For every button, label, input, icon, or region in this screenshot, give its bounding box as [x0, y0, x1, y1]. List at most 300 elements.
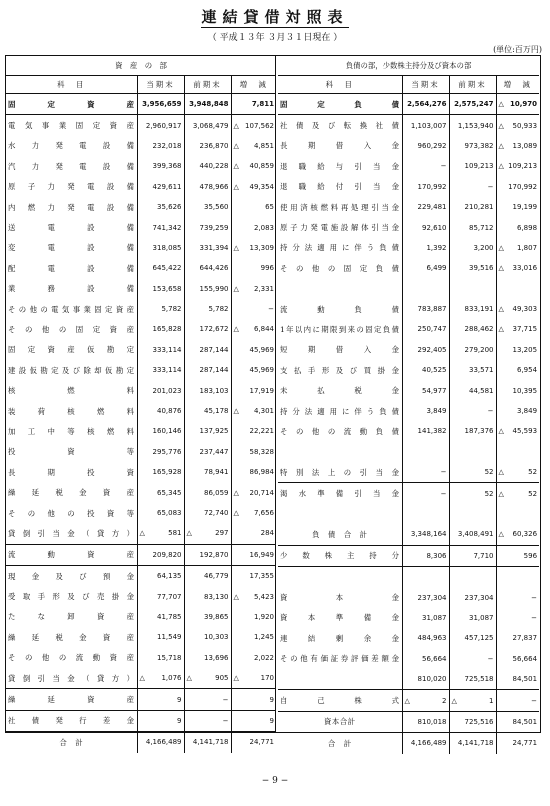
table-row: [278, 340, 539, 360]
row-label: [278, 504, 402, 524]
value-change-text: 49,354: [249, 182, 274, 191]
value-change: [231, 299, 276, 319]
document-subtitle: （ 平成１３年 ３月３１日現在 ）: [207, 33, 343, 43]
value-change-text: 84,501: [512, 675, 538, 684]
value-change-text: 2,331: [253, 284, 274, 293]
value-previous: [449, 401, 496, 421]
value-previous-text: 39,865: [204, 612, 229, 621]
value-current-text: 429,611: [152, 182, 182, 191]
value-current: [137, 421, 184, 441]
value-change-text: 5,423: [253, 592, 274, 601]
value-change: [231, 319, 276, 339]
value-change-text: 109,213: [508, 162, 538, 171]
value-current: [402, 136, 449, 156]
value-current-text: −: [440, 468, 447, 477]
value-change-text: 24,771: [249, 738, 274, 747]
assets-col-current: 当期末: [137, 76, 184, 94]
row-label: 未払税金: [280, 386, 400, 396]
value-current-text: 160,146: [152, 427, 182, 436]
table-row: [278, 380, 539, 400]
value-current: [402, 217, 449, 237]
value-change: [231, 401, 276, 421]
row-label: 固 定 負 債: [280, 99, 400, 109]
value-current: [402, 669, 449, 690]
row-label: 送電設備: [8, 223, 135, 233]
value-current-text: 3,348,164: [410, 530, 447, 539]
value-previous-text: 46,779: [204, 572, 229, 581]
value-previous-text: −: [487, 654, 494, 663]
value-current-text: 40,525: [422, 366, 447, 375]
value-previous: [184, 565, 231, 586]
negative-triangle-icon: △: [498, 468, 504, 477]
table-row: [278, 279, 539, 299]
table-row: [278, 483, 539, 504]
value-current-text: 2,960,917: [145, 121, 182, 130]
value-current-text: 399,368: [152, 162, 182, 171]
value-current: [402, 156, 449, 176]
row-label: 社債及び転換社債: [278, 115, 402, 136]
value-change: [496, 669, 539, 690]
value-previous-text: 1: [489, 696, 494, 705]
row-label: 使用済核燃料再処理引当金: [280, 202, 400, 212]
liabilities-table: [278, 56, 539, 754]
row-label: [278, 566, 402, 587]
value-current-text: 9: [177, 695, 182, 704]
value-change-text: 50,933: [512, 121, 538, 130]
table-row: [278, 545, 539, 566]
row-label: 短期借入金: [280, 345, 400, 355]
value-change-text: 10,395: [512, 386, 538, 395]
value-change-text: 17,355: [249, 572, 274, 581]
table-row: [278, 504, 539, 524]
value-previous-text: 155,990: [199, 284, 229, 293]
value-change: [231, 627, 276, 647]
value-previous: [184, 258, 231, 278]
value-previous: [184, 544, 231, 565]
table-row: [6, 503, 276, 523]
value-change: [496, 566, 539, 587]
value-change-text: 13,309: [249, 243, 274, 252]
value-change: [231, 732, 276, 753]
table-row: [278, 608, 539, 628]
value-current-text: 3,956,659: [142, 100, 182, 109]
value-previous-text: 86,059: [204, 488, 229, 497]
table-row: [6, 668, 276, 689]
value-current-text: 1,076: [161, 674, 182, 683]
row-label: 繰延税金資産: [8, 632, 135, 642]
row-label: [278, 279, 402, 299]
value-current: [402, 380, 449, 400]
negative-triangle-icon: △: [233, 674, 239, 683]
value-change: [231, 523, 276, 544]
value-previous: [449, 319, 496, 339]
value-current: [137, 710, 184, 731]
row-label: 自己株式: [278, 690, 402, 711]
table-row: [278, 669, 539, 690]
value-previous: [449, 258, 496, 278]
value-previous: [184, 217, 231, 237]
value-change-text: 49,303: [512, 305, 538, 314]
value-previous: [449, 483, 496, 504]
row-label: 貸倒引当金（貸方）: [8, 673, 135, 683]
negative-triangle-icon: △: [498, 427, 504, 436]
value-current-text: −: [440, 162, 447, 171]
value-change: [496, 136, 539, 156]
row-label: 内燃力発電設備: [8, 202, 135, 212]
value-current-text: 1,103,007: [410, 121, 447, 130]
value-previous-text: 739,259: [199, 223, 229, 232]
value-current-text: 170,992: [417, 182, 447, 191]
value-previous: [184, 523, 231, 544]
value-previous-text: 31,087: [469, 613, 494, 622]
row-label: 長期借入金: [280, 141, 400, 151]
value-previous: [184, 668, 231, 689]
value-change: [496, 504, 539, 524]
value-current-text: 810,018: [417, 717, 447, 726]
negative-triangle-icon: △: [498, 100, 504, 109]
negative-triangle-icon: △: [233, 509, 239, 517]
value-current: [402, 401, 449, 421]
negative-triangle-icon: △: [498, 325, 504, 334]
row-label: 連結剰余金: [280, 633, 400, 643]
value-current: [402, 524, 449, 545]
value-current-text: 141,382: [417, 427, 447, 436]
liabilities-col-change: 増 減: [496, 76, 539, 94]
value-current: [137, 238, 184, 258]
table-row: [278, 156, 539, 176]
value-previous-text: 45,178: [204, 407, 229, 416]
table-row: [6, 523, 276, 544]
value-change: [496, 115, 539, 136]
row-label: 流動資産: [6, 544, 137, 565]
value-current: [402, 587, 449, 607]
value-change: [231, 648, 276, 668]
value-previous-text: 39,516: [469, 264, 494, 273]
value-change-text: 86,984: [249, 468, 274, 477]
row-label: 繰延資産: [6, 689, 137, 710]
value-current-text: 295,776: [152, 447, 182, 456]
table-row: [278, 217, 539, 237]
value-previous-text: 725,518: [464, 675, 494, 684]
negative-triangle-icon: △: [404, 696, 410, 705]
value-previous: [184, 279, 231, 299]
value-current: [402, 177, 449, 197]
value-previous: [449, 608, 496, 628]
value-current-text: 65,083: [157, 509, 182, 517]
value-previous: [449, 690, 496, 711]
row-label: 受取手形及び売掛金: [8, 592, 135, 602]
row-label: 退職給与引当金: [280, 161, 400, 171]
row-label: 加工中等核燃料: [8, 426, 135, 436]
liabilities-section-header: 負債の部，少数株主持分及び資本の部: [278, 56, 539, 76]
value-previous: [184, 627, 231, 647]
value-current: [402, 299, 449, 319]
row-label: 原子力発電設備: [8, 182, 135, 192]
table-row: [6, 462, 276, 482]
row-label: 1年以内に期限到来の固定負債: [280, 324, 400, 334]
table-row: [278, 524, 539, 545]
value-previous-text: 288,462: [464, 325, 494, 334]
table-row: [278, 94, 539, 115]
assets-col-previous: 前期末: [184, 76, 231, 94]
value-change-text: 52: [528, 489, 538, 498]
value-previous: [184, 360, 231, 380]
value-previous: [184, 710, 231, 731]
value-previous: [184, 238, 231, 258]
value-current-text: 64,135: [157, 572, 182, 581]
value-change: [231, 156, 276, 176]
value-current: [137, 607, 184, 627]
value-change: [496, 217, 539, 237]
negative-triangle-icon: △: [498, 162, 504, 171]
value-current: [402, 319, 449, 339]
value-previous: [184, 607, 231, 627]
value-change-text: 40,859: [249, 162, 274, 171]
value-change: [231, 462, 276, 482]
value-change: [231, 586, 276, 606]
value-change: [231, 565, 276, 586]
value-current-text: 232,018: [152, 141, 182, 150]
value-change: [496, 238, 539, 258]
value-previous: [449, 94, 496, 115]
value-change-text: 596: [523, 551, 538, 560]
value-change-text: 3,849: [516, 407, 538, 416]
value-previous: [449, 115, 496, 136]
value-current-text: 40,876: [157, 407, 182, 416]
value-change: [231, 544, 276, 565]
table-row: [6, 217, 276, 237]
value-current: [137, 156, 184, 176]
value-change-text: 22,221: [249, 427, 274, 436]
value-previous-text: 183,103: [199, 386, 229, 395]
table-row: [6, 627, 276, 647]
value-change: [496, 319, 539, 339]
row-label: 電気事業固定資産: [6, 115, 137, 136]
value-current: [402, 608, 449, 628]
row-label: 持分法適用に伴う負債: [280, 406, 400, 416]
value-previous-text: 331,394: [199, 243, 229, 252]
negative-triangle-icon: △: [498, 530, 504, 539]
value-previous-text: 3,068,479: [192, 121, 229, 130]
value-current-text: 92,610: [422, 223, 447, 232]
table-row: [278, 462, 539, 483]
value-previous: [449, 442, 496, 462]
value-change-text: 84,501: [512, 717, 538, 726]
row-label: 核燃料: [8, 386, 135, 396]
table-row: [6, 197, 276, 217]
value-current-text: 4,166,489: [145, 738, 182, 747]
value-change: [496, 197, 539, 217]
value-change: [496, 690, 539, 711]
table-row: [6, 340, 276, 360]
value-previous-text: 287,144: [199, 345, 229, 354]
value-change: [496, 340, 539, 360]
value-previous: [449, 136, 496, 156]
value-current: [137, 380, 184, 400]
value-change-text: 9: [269, 695, 274, 704]
value-current: [402, 733, 449, 754]
value-previous: [449, 197, 496, 217]
value-previous-text: 457,125: [464, 634, 494, 643]
assets-col-item: 科 目: [6, 76, 137, 94]
value-previous: [449, 733, 496, 754]
row-label: 持分法適用に伴う負債: [280, 243, 400, 253]
table-row: [278, 401, 539, 421]
value-current: [402, 483, 449, 504]
table-row: [6, 648, 276, 668]
value-change: [496, 380, 539, 400]
value-current: [402, 462, 449, 483]
value-change-text: 19,199: [512, 203, 538, 212]
value-current-text: 237,304: [417, 593, 447, 602]
value-previous-text: 4,141,718: [192, 738, 229, 747]
value-previous-text: 236,870: [199, 141, 229, 150]
value-current: [137, 565, 184, 586]
value-current: [402, 545, 449, 566]
row-label: その他の固定負債: [280, 263, 400, 273]
row-label: その他の固定資産: [8, 324, 135, 334]
table-row: [278, 177, 539, 197]
row-label: その他の流動負債: [280, 426, 400, 436]
table-row: [6, 279, 276, 299]
table-row: [6, 115, 276, 136]
value-change: [496, 649, 539, 669]
value-previous: [449, 524, 496, 545]
value-change-text: 24,771: [512, 739, 538, 748]
value-current-text: 229,481: [417, 203, 447, 212]
value-current: [402, 340, 449, 360]
value-previous-text: 297: [215, 529, 229, 538]
value-change-text: 1,807: [516, 243, 538, 252]
value-previous: [184, 689, 231, 710]
table-row: [6, 136, 276, 156]
value-change: [231, 380, 276, 400]
value-current-text: 2,564,276: [407, 100, 447, 109]
value-previous: [184, 177, 231, 197]
negative-triangle-icon: △: [233, 162, 239, 171]
negative-triangle-icon: △: [233, 243, 239, 252]
value-current-text: 15,718: [157, 653, 182, 662]
value-change: [496, 442, 539, 462]
value-current: [137, 544, 184, 565]
row-label: たな卸資産: [8, 612, 135, 622]
liabilities-col-previous: 前期末: [449, 76, 496, 94]
value-previous: [184, 586, 231, 606]
value-change-text: 170: [260, 674, 274, 683]
value-change-text: 6,898: [516, 223, 538, 232]
value-current: [402, 115, 449, 136]
row-label: [278, 442, 402, 462]
value-previous: [449, 279, 496, 299]
row-label: 少数株主持分: [278, 545, 402, 566]
value-change: [496, 733, 539, 754]
value-change-text: −: [531, 696, 538, 705]
row-label: 合 計: [6, 732, 137, 753]
value-current: [402, 94, 449, 115]
assets-section: [6, 56, 276, 747]
row-label: 合 計: [278, 733, 402, 754]
value-change: [231, 607, 276, 627]
value-change: [496, 177, 539, 197]
row-label: 配電設備: [8, 263, 135, 273]
value-change: [231, 689, 276, 710]
value-current-text: 165,828: [152, 325, 182, 334]
negative-triangle-icon: △: [139, 674, 145, 683]
table-row: [278, 587, 539, 607]
value-current-text: 31,087: [422, 613, 447, 622]
row-label: 業務設備: [8, 284, 135, 294]
value-previous-text: −: [487, 407, 494, 416]
table-row: [278, 442, 539, 462]
value-previous-text: 833,191: [464, 305, 494, 314]
value-current: [137, 503, 184, 523]
value-previous-text: 52: [484, 468, 494, 477]
value-change-text: 10,970: [510, 100, 538, 109]
value-current-text: 54,977: [422, 386, 447, 395]
value-change: [231, 136, 276, 156]
value-change-text: 13,089: [512, 141, 538, 150]
value-current: [137, 136, 184, 156]
value-previous-text: 3,948,848: [189, 100, 229, 109]
value-change-text: 16,949: [249, 550, 274, 559]
table-row: [278, 319, 539, 339]
table-row: [6, 421, 276, 441]
liabilities-section: [278, 56, 539, 748]
value-change: [231, 482, 276, 502]
table-row: [6, 442, 276, 462]
table-row: [6, 565, 276, 586]
table-row: [6, 401, 276, 421]
value-change: [496, 279, 539, 299]
value-current-text: 56,664: [422, 654, 447, 663]
value-current-text: 484,963: [417, 634, 447, 643]
value-previous-text: 973,382: [464, 141, 494, 150]
value-change: [231, 217, 276, 237]
row-label: その他の投資等: [8, 508, 135, 518]
negative-triangle-icon: △: [186, 674, 192, 683]
value-previous: [449, 711, 496, 732]
value-previous-text: 13,696: [204, 653, 229, 662]
value-previous-text: −: [222, 716, 229, 725]
value-current-text: 41,785: [157, 612, 182, 621]
row-label: 汽力発電設備: [8, 161, 135, 171]
value-current-text: 201,023: [152, 386, 182, 395]
value-change-text: 1,245: [253, 633, 274, 642]
negative-triangle-icon: △: [233, 325, 239, 334]
value-change: [231, 442, 276, 462]
row-label: 装荷核燃料: [8, 406, 135, 416]
table-row: [6, 544, 276, 565]
value-change-text: 7,811: [251, 100, 274, 109]
value-current-text: 645,422: [152, 264, 182, 273]
row-label: 資本合計: [278, 711, 402, 732]
value-previous: [184, 94, 231, 115]
value-previous: [449, 545, 496, 566]
row-label: 特別法上の引当金: [280, 467, 400, 477]
negative-triangle-icon: △: [186, 529, 192, 538]
table-row: [278, 258, 539, 278]
value-change: [496, 462, 539, 483]
negative-triangle-icon: △: [139, 529, 145, 538]
value-previous: [449, 217, 496, 237]
value-previous-text: 644,426: [199, 264, 229, 273]
value-change: [496, 483, 539, 504]
value-current: [402, 504, 449, 524]
value-previous: [184, 421, 231, 441]
value-previous: [449, 340, 496, 360]
row-label: 流動負債: [280, 304, 400, 314]
value-previous-text: 33,571: [469, 366, 494, 375]
